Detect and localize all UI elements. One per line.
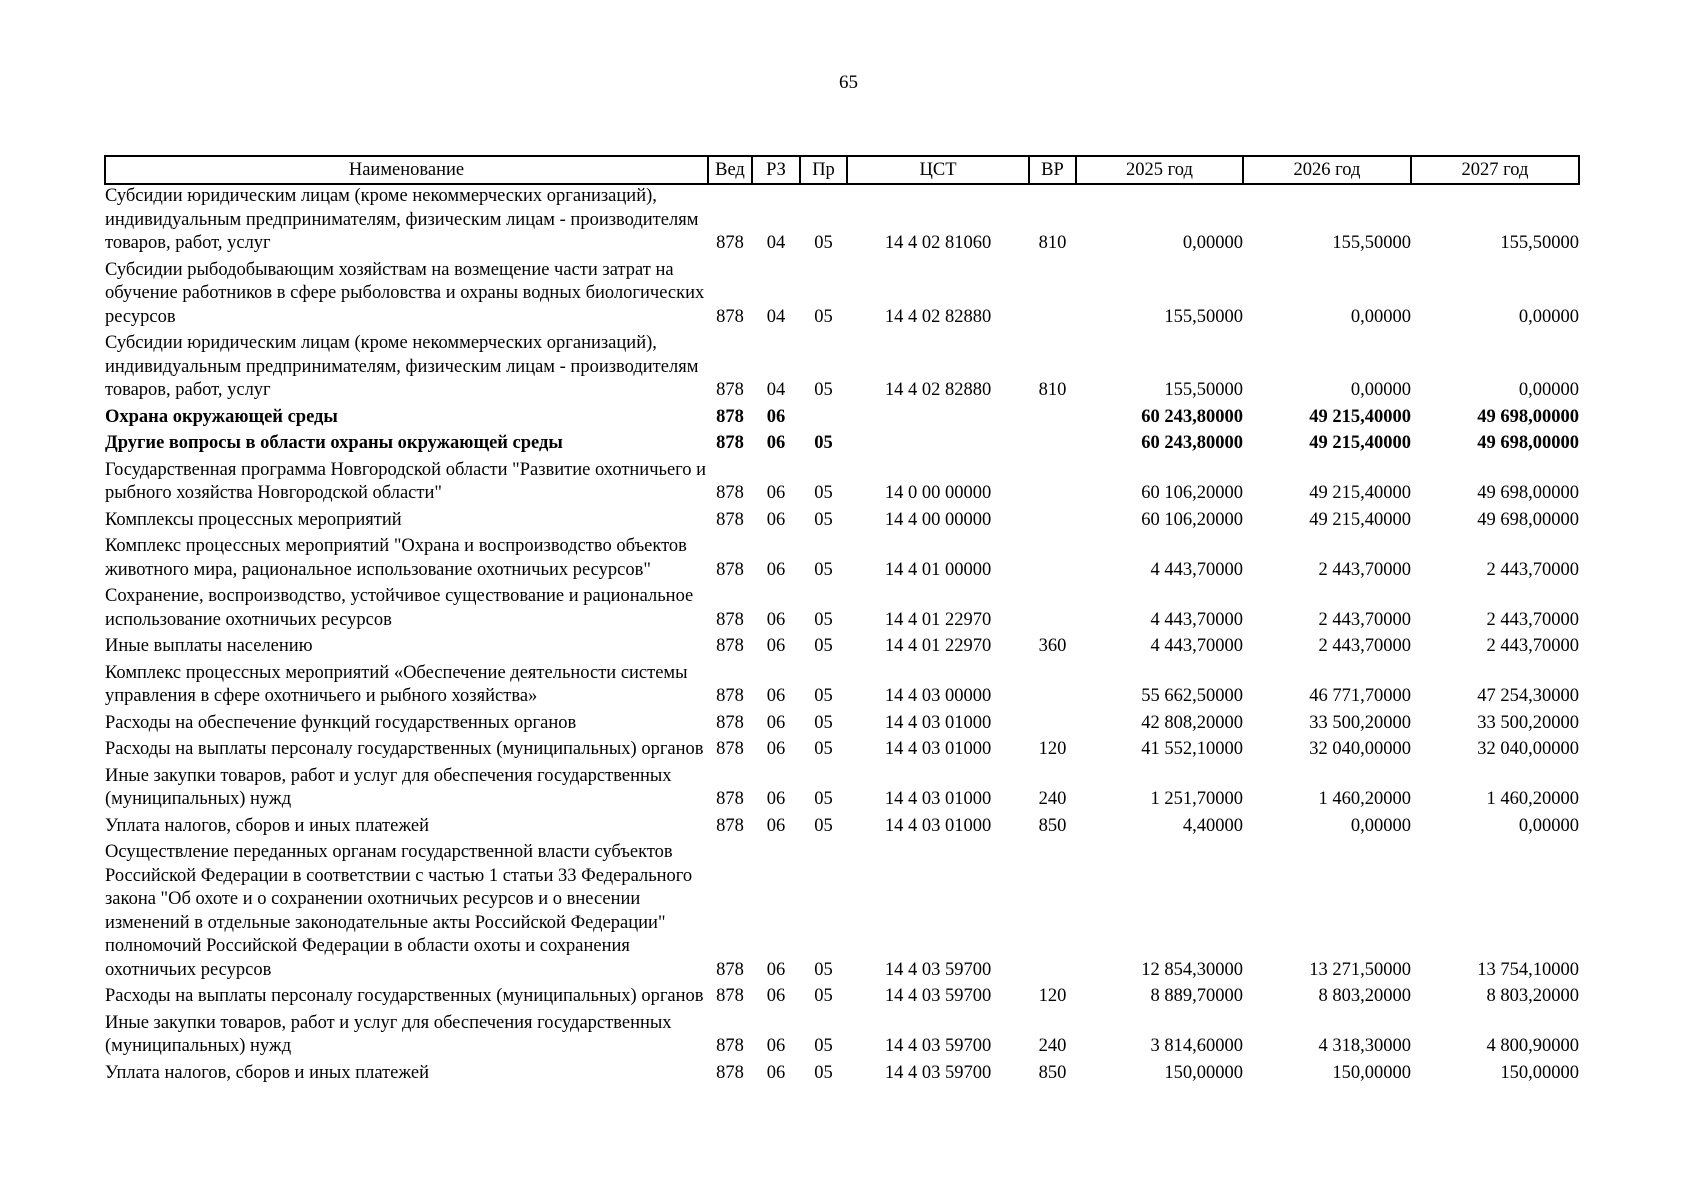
table-row — [105, 765, 1579, 815]
cell-name: Расходы на выплаты персоналу государственных (муниципальных) органов — [105, 739, 704, 759]
cell-ved: 878 — [716, 1036, 744, 1056]
cell-vr: 360 — [1038, 636, 1067, 656]
table-row — [105, 635, 1579, 662]
cell-pr: 05 — [814, 559, 833, 580]
cell-name: Иные закупки товаров, работ и услуг для обеспечения государственных (муниципальных) нужд — [105, 1012, 672, 1056]
cell-y2027: 32 040,00000 — [1477, 739, 1579, 759]
cell-ved: 878 — [716, 380, 744, 400]
cell-y2027: 2 443,70000 — [1486, 559, 1579, 580]
cell-y2026: 49 215,40000 — [1309, 433, 1411, 453]
cell-y2026: 150,00000 — [1332, 1062, 1411, 1083]
cell-y2026: 49 215,40000 — [1309, 483, 1411, 503]
cell-rz: 06 — [766, 406, 786, 427]
cell-name: Субсидии рыбодобывающим хозяйствам на возмещение части затрат на обучение работников в сфере рыболовства и охраны водных биологических ресурсов — [105, 259, 705, 327]
cell-pr: 05 — [814, 636, 833, 656]
cell-y2026: 2 443,70000 — [1318, 636, 1411, 656]
cell-name: Сохранение, воспроизводство, устойчивое существование и рациональное использование охотничьих ресурсов — [105, 586, 694, 630]
cell-cst: 14 4 03 00000 — [884, 686, 992, 706]
cell-y2026: 8 803,20000 — [1318, 986, 1411, 1006]
cell-vr: 240 — [1038, 789, 1067, 809]
cell-name: Субсидии юридическим лицам (кроме некоммерческих организаций), индивидуальным предпринимателям, физическим лицам - производителям товаров, работ, услуг — [105, 186, 699, 253]
cell-y2025: 42 808,20000 — [1141, 712, 1243, 733]
cell-vr: 810 — [1038, 380, 1067, 400]
header-2026: 2026 год — [1243, 156, 1411, 184]
cell-y2025: 4 443,70000 — [1150, 636, 1243, 656]
cell-ved: 878 — [716, 406, 744, 427]
cell-rz: 06 — [766, 712, 786, 733]
cell-pr: 05 — [814, 712, 833, 733]
cell-cst: 14 4 01 00000 — [884, 559, 992, 580]
cell-cst — [847, 406, 1029, 433]
cell-cst: 14 4 00 00000 — [884, 509, 992, 530]
cell-y2025: 8 889,70000 — [1150, 986, 1243, 1006]
header-name: Наименование — [105, 156, 708, 184]
table-row — [105, 662, 1579, 712]
cell-vr — [1029, 535, 1076, 585]
cell-cst: 14 4 01 22970 — [884, 636, 992, 656]
cell-rz: 04 — [766, 233, 786, 253]
cell-y2025: 55 662,50000 — [1141, 686, 1243, 706]
cell-name: Государственная программа Новгородской области "Развитие охотничьего и рыбного хозяйства Новгородской области" — [105, 459, 707, 503]
cell-pr: 05 — [814, 483, 833, 503]
cell-cst: 14 4 03 59700 — [884, 959, 992, 980]
cell-rz: 06 — [766, 609, 786, 630]
cell-pr: 05 — [814, 739, 833, 759]
cell-ved: 878 — [716, 789, 744, 809]
cell-name: Расходы на выплаты персоналу государственных (муниципальных) органов — [105, 986, 704, 1006]
cell-y2026: 155,50000 — [1332, 233, 1411, 253]
cell-ved: 878 — [716, 686, 744, 706]
cell-rz: 06 — [766, 509, 786, 530]
cell-y2026: 0,00000 — [1350, 815, 1411, 836]
cell-cst: 14 4 01 22970 — [884, 609, 992, 630]
cell-y2025: 4 443,70000 — [1150, 559, 1243, 580]
table-body — [105, 184, 1579, 1088]
table-row — [105, 406, 1579, 433]
cell-rz: 06 — [766, 686, 786, 706]
cell-name: Уплата налогов, сборов и иных платежей — [105, 815, 430, 836]
cell-cst: 14 0 00 00000 — [884, 483, 992, 503]
budget-table — [104, 155, 1580, 1088]
cell-y2025: 3 814,60000 — [1150, 1036, 1243, 1056]
cell-ved: 878 — [716, 559, 744, 580]
cell-cst: 14 4 03 01000 — [884, 712, 992, 733]
cell-name: Другие вопросы в области охраны окружающей среды — [105, 433, 563, 453]
cell-ved: 878 — [716, 306, 744, 327]
cell-cst: 14 4 02 82880 — [884, 380, 992, 400]
cell-y2025: 1 251,70000 — [1150, 789, 1243, 809]
cell-ved: 878 — [716, 712, 744, 733]
cell-pr: 05 — [814, 959, 833, 980]
cell-y2026: 2 443,70000 — [1318, 559, 1411, 580]
cell-cst: 14 4 03 01000 — [884, 815, 992, 836]
cell-y2026: 4 318,30000 — [1318, 1036, 1411, 1056]
cell-rz: 04 — [766, 306, 786, 327]
cell-cst: 14 4 03 01000 — [884, 739, 992, 759]
table-row — [105, 332, 1579, 406]
cell-y2027: 2 443,70000 — [1486, 609, 1579, 630]
cell-vr — [1029, 432, 1076, 459]
cell-vr — [1029, 509, 1076, 536]
header-vr: ВР — [1029, 156, 1076, 184]
cell-y2027: 4 800,90000 — [1486, 1036, 1579, 1056]
cell-cst — [847, 432, 1029, 459]
header-cst: ЦСТ — [847, 156, 1029, 184]
cell-y2027: 155,50000 — [1500, 233, 1579, 253]
cell-name: Охрана окружающей среды — [105, 406, 338, 427]
cell-y2025: 4,40000 — [1182, 815, 1243, 836]
cell-y2026: 33 500,20000 — [1309, 712, 1411, 733]
cell-ved: 878 — [716, 483, 744, 503]
cell-y2027: 49 698,00000 — [1477, 433, 1579, 453]
cell-rz: 06 — [766, 739, 786, 759]
header-rz: РЗ — [752, 156, 800, 184]
cell-vr — [1029, 585, 1076, 635]
cell-pr: 05 — [814, 815, 833, 836]
cell-vr — [1029, 459, 1076, 509]
cell-vr: 120 — [1038, 739, 1067, 759]
cell-rz: 06 — [766, 636, 786, 656]
cell-y2027: 0,00000 — [1518, 380, 1579, 400]
cell-name: Иные закупки товаров, работ и услуг для обеспечения государственных (муниципальных) нужд — [105, 765, 672, 809]
table-row — [105, 535, 1579, 585]
table-row — [105, 509, 1579, 536]
cell-ved: 878 — [716, 636, 744, 656]
cell-ved: 878 — [716, 986, 744, 1006]
table-row — [105, 432, 1579, 459]
cell-rz: 06 — [766, 483, 786, 503]
cell-pr: 05 — [814, 1036, 833, 1056]
cell-y2026: 49 215,40000 — [1309, 406, 1411, 427]
cell-y2027: 49 698,00000 — [1477, 406, 1579, 427]
cell-pr — [800, 406, 847, 433]
table-row — [105, 985, 1579, 1012]
table-row — [105, 1012, 1579, 1062]
cell-vr — [1029, 712, 1076, 739]
cell-y2025: 155,50000 — [1164, 380, 1243, 400]
cell-y2025: 41 552,10000 — [1141, 739, 1243, 759]
cell-pr: 05 — [814, 789, 833, 809]
cell-cst: 14 4 02 81060 — [884, 233, 992, 253]
cell-pr: 05 — [814, 986, 833, 1006]
cell-y2025: 0,00000 — [1182, 233, 1243, 253]
cell-pr: 05 — [814, 509, 833, 530]
cell-name: Комплекс процессных мероприятий «Обеспечение деятельности системы управления в сфере охотничьего и рыбного хозяйства» — [105, 662, 688, 706]
cell-name: Комплекс процессных мероприятий "Охрана и воспроизводство объектов животного мира, рациональное использование охотничьих ресурсов" — [105, 536, 687, 580]
cell-y2027: 1 460,20000 — [1486, 789, 1579, 809]
cell-y2025: 60 243,80000 — [1141, 406, 1243, 427]
cell-vr: 810 — [1038, 233, 1067, 253]
cell-vr: 240 — [1038, 1036, 1067, 1056]
cell-rz: 06 — [766, 789, 786, 809]
table-row — [105, 459, 1579, 509]
cell-y2026: 1 460,20000 — [1318, 789, 1411, 809]
table-row — [105, 738, 1579, 765]
cell-name: Комплексы процессных мероприятий — [105, 509, 402, 530]
page-number: 65 — [839, 72, 858, 93]
cell-cst: 14 4 03 59700 — [884, 1062, 992, 1083]
cell-pr: 05 — [814, 380, 833, 400]
table-row — [105, 585, 1579, 635]
header-2025: 2025 год — [1076, 156, 1243, 184]
header-2027: 2027 год — [1411, 156, 1579, 184]
cell-rz: 04 — [766, 380, 786, 400]
table-row — [105, 259, 1579, 333]
cell-rz: 06 — [766, 986, 786, 1006]
cell-y2025: 60 106,20000 — [1141, 509, 1243, 530]
cell-vr — [1029, 259, 1076, 333]
cell-ved: 878 — [716, 433, 744, 453]
cell-cst: 14 4 03 59700 — [884, 986, 992, 1006]
cell-y2027: 0,00000 — [1518, 306, 1579, 327]
cell-vr: 850 — [1038, 815, 1067, 836]
cell-rz: 06 — [766, 1036, 786, 1056]
cell-y2026: 46 771,70000 — [1309, 686, 1411, 706]
cell-ved: 878 — [716, 815, 744, 836]
table-row — [105, 815, 1579, 842]
header-ved: Вед — [708, 156, 752, 184]
cell-rz: 06 — [766, 815, 786, 836]
cell-rz: 06 — [766, 959, 786, 980]
cell-y2026: 32 040,00000 — [1309, 739, 1411, 759]
cell-rz: 06 — [766, 433, 786, 453]
cell-y2025: 4 443,70000 — [1150, 609, 1243, 630]
cell-rz: 06 — [766, 559, 786, 580]
cell-y2027: 47 254,30000 — [1477, 686, 1579, 706]
cell-ved: 878 — [716, 1062, 744, 1083]
cell-name: Субсидии юридическим лицам (кроме некоммерческих организаций), индивидуальным предпринимателям, физическим лицам - производителям товаров, работ, услуг — [105, 333, 699, 400]
cell-vr — [1029, 406, 1076, 433]
cell-y2026: 2 443,70000 — [1318, 609, 1411, 630]
cell-pr: 05 — [814, 609, 833, 630]
cell-ved: 878 — [716, 959, 744, 980]
cell-y2027: 13 754,10000 — [1477, 959, 1579, 980]
cell-y2026: 0,00000 — [1350, 306, 1411, 327]
cell-y2027: 33 500,20000 — [1477, 712, 1579, 733]
cell-ved: 878 — [716, 509, 744, 530]
cell-y2027: 8 803,20000 — [1486, 986, 1579, 1006]
table-row — [105, 1062, 1579, 1089]
cell-pr: 05 — [814, 306, 833, 327]
cell-name: Уплата налогов, сборов и иных платежей — [105, 1062, 430, 1083]
cell-y2026: 0,00000 — [1350, 380, 1411, 400]
cell-vr — [1029, 662, 1076, 712]
cell-y2027: 2 443,70000 — [1486, 636, 1579, 656]
cell-ved: 878 — [716, 739, 744, 759]
cell-ved: 878 — [716, 609, 744, 630]
cell-name: Иные выплаты населению — [105, 636, 313, 656]
cell-name: Расходы на обеспечение функций государственных органов — [105, 712, 577, 733]
cell-pr: 05 — [814, 686, 833, 706]
cell-y2025: 155,50000 — [1164, 306, 1243, 327]
cell-pr: 05 — [814, 433, 833, 453]
cell-y2025: 150,00000 — [1164, 1062, 1243, 1083]
cell-pr: 05 — [814, 233, 833, 253]
table-header-row — [105, 156, 1579, 184]
cell-y2025: 60 106,20000 — [1141, 483, 1243, 503]
cell-ved: 878 — [716, 233, 744, 253]
cell-cst: 14 4 03 01000 — [884, 789, 992, 809]
cell-y2026: 13 271,50000 — [1309, 959, 1411, 980]
cell-vr — [1029, 841, 1076, 985]
cell-y2027: 49 698,00000 — [1477, 509, 1579, 530]
cell-pr: 05 — [814, 1062, 833, 1083]
cell-y2027: 150,00000 — [1500, 1062, 1579, 1083]
cell-y2026: 49 215,40000 — [1309, 509, 1411, 530]
table-row — [105, 712, 1579, 739]
cell-y2025: 60 243,80000 — [1141, 433, 1243, 453]
cell-vr: 120 — [1038, 986, 1067, 1006]
header-pr: Пр — [800, 156, 847, 184]
table-row — [105, 841, 1579, 985]
cell-vr: 850 — [1038, 1062, 1067, 1083]
cell-y2025: 12 854,30000 — [1141, 959, 1243, 980]
table-row — [105, 184, 1579, 259]
cell-y2027: 49 698,00000 — [1477, 483, 1579, 503]
cell-cst: 14 4 02 82880 — [884, 306, 992, 327]
cell-name: Осуществление переданных органам государственной власти субъектов Российской Федерации в соответствии с частью 1 статьи 33 Федерального закона "Об охоте и о сохранении охотничьих ресурсов и о внесении изменений в отдельные законодательные акты Российской Федерации" полномочий Российской Федерации в области охоты и сохранения охотничьих ресурсов — [105, 842, 693, 980]
cell-y2027: 0,00000 — [1518, 815, 1579, 836]
cell-rz: 06 — [766, 1062, 786, 1083]
cell-cst: 14 4 03 59700 — [884, 1036, 992, 1056]
